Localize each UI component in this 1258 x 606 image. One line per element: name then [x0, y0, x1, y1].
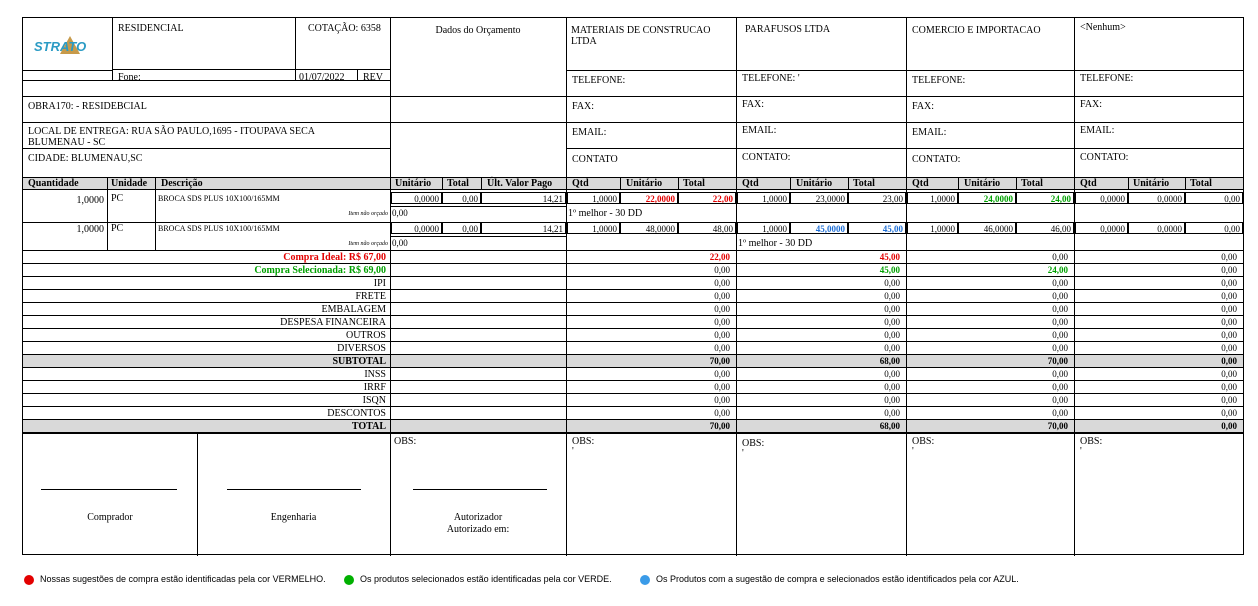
- col-total-3: Total: [1021, 178, 1043, 189]
- summary-value: 0,00: [1052, 395, 1068, 405]
- item-1-q2-qtd: 1,0000: [762, 194, 787, 204]
- summary-value: 0,00: [1052, 278, 1068, 288]
- item-1-q2-unit: 23,0000: [815, 194, 845, 204]
- summary-value: 0,00: [884, 369, 900, 379]
- legend-blue-text: Os Produtos com a sugestão de compra e selecionados estão identificados pela cor AZUL.: [656, 574, 1019, 584]
- summary-label: IRRF: [363, 382, 386, 393]
- summary-value: 0,00: [714, 408, 730, 418]
- rev: REV: [363, 72, 383, 83]
- summary-value: 0,00: [714, 382, 730, 392]
- summary-label: SUBTOTAL: [332, 356, 386, 367]
- local-entrega-1: LOCAL DE ENTREGA: RUA SÃO PAULO,1695 - ITOUPAVA SECA: [28, 126, 315, 137]
- item-2-q4-total: 0,00: [1224, 224, 1240, 234]
- col-unitario-1: Unitário: [626, 178, 663, 189]
- logo-text: STRATO: [34, 39, 87, 54]
- summary-value: 0,00: [884, 304, 900, 314]
- summary-value: 24,00: [1047, 265, 1068, 275]
- supplier-3-obs-value: ': [912, 446, 914, 457]
- item-2-q1-qtd: 1,0000: [592, 224, 617, 234]
- summary-value: 0,00: [884, 408, 900, 418]
- item-2-best: 1º melhor - 30 DD: [738, 238, 813, 249]
- col-qtd-2: Qtd: [742, 178, 759, 189]
- item-1-note-value: 0,00: [392, 208, 408, 218]
- summary-value: 0,00: [1221, 343, 1237, 353]
- item-2-q4-unit: 0,0000: [1157, 224, 1182, 234]
- summary-value: 0,00: [714, 369, 730, 379]
- strato-logo: [32, 32, 108, 56]
- supplier-2-telefone: TELEFONE: ': [742, 73, 800, 84]
- summary-value: 68,00: [879, 421, 900, 431]
- summary-label: OUTROS: [345, 330, 386, 341]
- item-1-descricao: BROCA SDS PLUS 10X100/165MM: [158, 194, 280, 203]
- red-dot-icon: [24, 575, 34, 585]
- summary-value: 0,00: [1052, 382, 1068, 392]
- summary-value: 0,00: [1221, 395, 1237, 405]
- item-1-q2-total: 23,00: [882, 194, 903, 204]
- supplier-3-obs: OBS:: [912, 436, 935, 447]
- summary-value: 70,00: [709, 356, 730, 366]
- supplier-2-name: PARAFUSOS LTDA: [745, 24, 831, 35]
- legend-red: [24, 574, 326, 585]
- item-1-q3-qtd: 1,0000: [930, 194, 955, 204]
- item-2-q2-unit: 45,0000: [815, 224, 845, 234]
- cotacao: COTAÇÃO: 6358: [308, 23, 381, 34]
- summary-value: 0,00: [1052, 369, 1068, 379]
- summary-value: 70,00: [709, 421, 730, 431]
- summary-value: 0,00: [884, 278, 900, 288]
- summary-label: FRETE: [355, 291, 386, 302]
- item-1-q4-qtd: 0,0000: [1100, 194, 1125, 204]
- summary-value: 0,00: [1221, 317, 1237, 327]
- summary-label: DIVERSOS: [337, 343, 386, 354]
- supplier-4-contato: CONTATO:: [1080, 152, 1129, 163]
- summary-value: 0,00: [1221, 369, 1237, 379]
- engenharia-label: Engenharia: [270, 512, 317, 523]
- col-unidade: Unidade: [111, 178, 148, 189]
- dados-orcamento: Dados do Orçamento: [435, 25, 521, 36]
- item-2-q3-qtd: 1,0000: [930, 224, 955, 234]
- item-2-unidade: PC: [111, 223, 124, 234]
- summary-value: 0,00: [1221, 421, 1237, 431]
- col-qtd-4: Qtd: [1080, 178, 1097, 189]
- item-1-unitario: 0,0000: [414, 194, 439, 204]
- date: 01/07/2022: [299, 72, 345, 83]
- quotation-sheet: [22, 17, 1244, 555]
- col-total-1: Total: [683, 178, 705, 189]
- item-1-ult-valor: 14,21: [542, 194, 563, 204]
- cidade: CIDADE: BLUMENAU,SC: [28, 153, 143, 164]
- supplier-3-name: COMERCIO E IMPORTACAO: [912, 25, 1041, 36]
- col-ult-valor: Últ. Valor Pago: [487, 178, 553, 189]
- summary-label: EMBALAGEM: [321, 304, 386, 315]
- item-1-unidade: PC: [111, 193, 124, 204]
- supplier-2-obs-value: ': [742, 448, 744, 459]
- summary-value: 0,00: [1052, 408, 1068, 418]
- summary-value: 0,00: [714, 304, 730, 314]
- supplier-2-obs: OBS:: [742, 438, 765, 449]
- col-total: Total: [447, 178, 469, 189]
- summary-value: 0,00: [1221, 330, 1237, 340]
- item-2-note-label: Item não orçado: [348, 241, 388, 247]
- col-total-2: Total: [853, 178, 875, 189]
- supplier-2-contato: CONTATO:: [742, 152, 791, 163]
- summary-value: 22,00: [709, 252, 730, 262]
- supplier-1-email: EMAIL:: [572, 127, 607, 138]
- summary-value: 0,00: [884, 291, 900, 301]
- col-unitario-4: Unitário: [1133, 178, 1170, 189]
- item-1-q3-total: 24,00: [1050, 194, 1071, 204]
- item-1-total: 0,00: [462, 194, 478, 204]
- item-2-q1-unit: 48,0000: [645, 224, 675, 234]
- summary-value: 0,00: [1221, 304, 1237, 314]
- summary-value: 0,00: [884, 382, 900, 392]
- col-unitario-3: Unitário: [964, 178, 1001, 189]
- summary-value: 0,00: [1052, 343, 1068, 353]
- summary-value: 0,00: [1221, 382, 1237, 392]
- blue-dot-icon: [640, 575, 650, 585]
- summary-label: Compra Selecionada: R$ 69,00: [254, 265, 386, 276]
- summary-label: DESCONTOS: [327, 408, 386, 419]
- summary-value: 0,00: [1221, 278, 1237, 288]
- col-unitario-2: Unitário: [796, 178, 833, 189]
- summary-label: TOTAL: [351, 421, 386, 432]
- summary-value: 0,00: [1052, 291, 1068, 301]
- item-2-total: 0,00: [462, 224, 478, 234]
- supplier-1-telefone: TELEFONE:: [572, 75, 626, 86]
- item-1-best: 1º melhor - 30 DD: [568, 208, 643, 219]
- supplier-3-telefone: TELEFONE:: [912, 75, 966, 86]
- summary-value: 0,00: [1052, 330, 1068, 340]
- summary-value: 0,00: [714, 265, 730, 275]
- summary-value: 0,00: [884, 395, 900, 405]
- fone-label: Fone:: [118, 72, 141, 83]
- legend-blue: [640, 574, 1019, 585]
- summary-value: 0,00: [884, 317, 900, 327]
- summary-value: 70,00: [1047, 356, 1068, 366]
- supplier-1-obs: OBS:: [572, 436, 595, 447]
- item-2-q1-total: 48,00: [712, 224, 733, 234]
- obra: OBRA170: - RESIDEBCIAL: [28, 101, 147, 112]
- col-descricao: Descrição: [161, 178, 203, 189]
- comprador-label: Comprador: [87, 512, 133, 523]
- legend-green: [344, 574, 612, 585]
- obra-name: RESIDENCIAL: [118, 23, 184, 34]
- supplier-4-name: <Nenhum>: [1080, 22, 1126, 33]
- item-1-quantidade: 1,0000: [76, 195, 104, 206]
- item-2-q3-total: 46,00: [1050, 224, 1071, 234]
- summary-value: 0,00: [1052, 304, 1068, 314]
- autorizado-em-label: Autorizado em:: [446, 524, 510, 535]
- summary-value: 0,00: [884, 343, 900, 353]
- summary-value: 70,00: [1047, 421, 1068, 431]
- summary-label: IPI: [373, 278, 386, 289]
- summary-value: 0,00: [1221, 252, 1237, 262]
- item-1-q1-qtd: 1,0000: [592, 194, 617, 204]
- col-qtd-3: Qtd: [912, 178, 929, 189]
- summary-label: DESPESA FINANCEIRA: [280, 317, 386, 328]
- supplier-4-fax: FAX:: [1080, 99, 1103, 110]
- supplier-1-obs-value: ': [572, 446, 574, 457]
- col-qtd-1: Qtd: [572, 178, 589, 189]
- item-1-note-label: Item não orçado: [348, 211, 388, 217]
- summary-value: 0,00: [714, 291, 730, 301]
- autorizador-label: Autorizador: [453, 512, 503, 523]
- item-1-q1-unit: 22,0000: [645, 194, 675, 204]
- summary-value: 0,00: [1221, 356, 1237, 366]
- summary-value: 0,00: [714, 317, 730, 327]
- item-2-q2-total: 45,00: [882, 224, 903, 234]
- item-2-note-value: 0,00: [392, 238, 408, 248]
- col-quantidade: Quantidade: [28, 178, 79, 189]
- item-1-q4-unit: 0,0000: [1157, 194, 1182, 204]
- supplier-4-obs: OBS:: [1080, 436, 1103, 447]
- supplier-2-email: EMAIL:: [742, 125, 777, 136]
- summary-value: 0,00: [884, 330, 900, 340]
- supplier-1-fax: FAX:: [572, 101, 595, 112]
- summary-label: Compra Ideal: R$ 67,00: [283, 252, 386, 263]
- item-2-descricao: BROCA SDS PLUS 10X100/165MM: [158, 224, 280, 233]
- legend-green-text: Os produtos selecionados estão identificadas pela cor VERDE.: [360, 574, 612, 584]
- summary-value: 0,00: [714, 343, 730, 353]
- supplier-2-fax: FAX:: [742, 99, 765, 110]
- summary-value: 0,00: [714, 395, 730, 405]
- summary-value: 0,00: [714, 278, 730, 288]
- item-2-q2-qtd: 1,0000: [762, 224, 787, 234]
- item-1-q4-total: 0,00: [1224, 194, 1240, 204]
- item-2-unitario: 0,0000: [414, 224, 439, 234]
- supplier-4-obs-value: ': [1080, 446, 1082, 457]
- summary-value: 0,00: [1221, 408, 1237, 418]
- legend-red-text: Nossas sugestões de compra estão identificadas pela cor VERMELHO.: [40, 574, 326, 584]
- supplier-3-contato: CONTATO:: [912, 154, 961, 165]
- summary-value: 45,00: [879, 252, 900, 262]
- summary-value: 0,00: [1221, 265, 1237, 275]
- item-1-q3-unit: 24,0000: [983, 194, 1013, 204]
- supplier-1-contato: CONTATO: [572, 154, 618, 165]
- supplier-3-fax: FAX:: [912, 101, 935, 112]
- summary-label: INSS: [364, 369, 386, 380]
- summary-value: 68,00: [879, 356, 900, 366]
- obs-label-main: OBS:: [394, 436, 417, 447]
- summary-value: 0,00: [714, 330, 730, 340]
- summary-value: 45,00: [879, 265, 900, 275]
- item-2-ult-valor: 14,21: [542, 224, 563, 234]
- supplier-3-email: EMAIL:: [912, 127, 947, 138]
- local-entrega-2: BLUMENAU - SC: [28, 137, 106, 148]
- summary-label: ISQN: [362, 395, 386, 406]
- item-2-quantidade: 1,0000: [76, 224, 104, 235]
- col-unitario: Unitário: [395, 178, 432, 189]
- col-total-4: Total: [1190, 178, 1212, 189]
- green-dot-icon: [344, 575, 354, 585]
- item-2-q3-unit: 46,0000: [983, 224, 1013, 234]
- supplier-1-name: MATERIAIS DE CONSTRUCAO LTDA: [571, 25, 711, 47]
- item-2-q4-qtd: 0,0000: [1100, 224, 1125, 234]
- summary-value: 0,00: [1221, 291, 1237, 301]
- summary-value: 0,00: [1052, 252, 1068, 262]
- supplier-4-email: EMAIL:: [1080, 125, 1115, 136]
- supplier-4-telefone: TELEFONE:: [1080, 73, 1134, 84]
- summary-value: 0,00: [1052, 317, 1068, 327]
- item-1-q1-total: 22,00: [712, 194, 733, 204]
